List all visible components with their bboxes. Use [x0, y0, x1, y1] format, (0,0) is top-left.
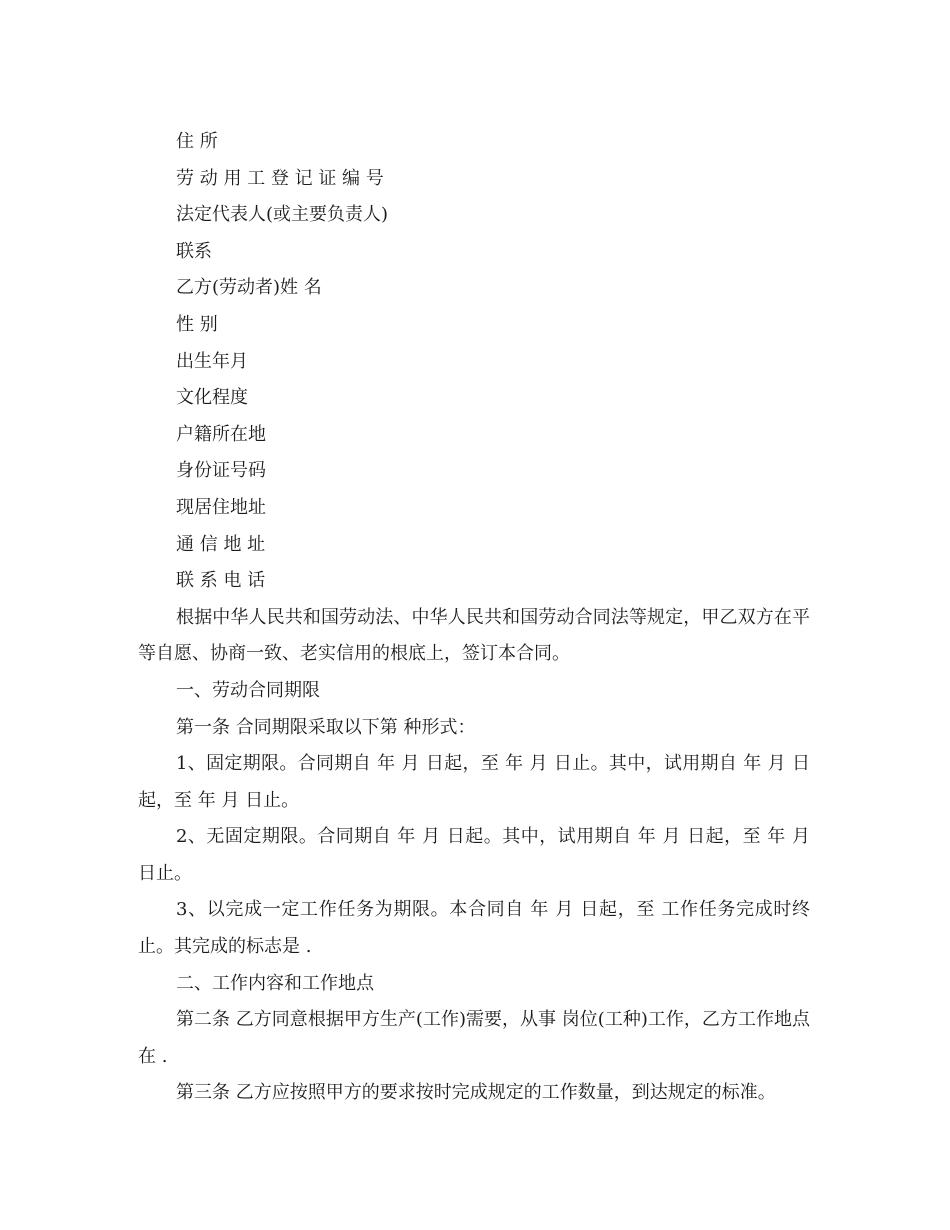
article-1: 第一条 合同期限采取以下第 种形式： [176, 716, 476, 738]
field-contact: 联系 [176, 240, 212, 262]
field-birth-date: 出生年月 [176, 350, 248, 372]
section-heading-work-content: 二、工作内容和工作地点 [176, 972, 374, 994]
article-2: 第二条 乙方同意根据甲方生产(工作)需要，从事 岗位(工种)工作，乙方工作地点在 . [138, 1009, 810, 1067]
field-legal-representative: 法定代表人(或主要负责人) [176, 204, 389, 226]
article-3: 第三条 乙方应按照甲方的要求按时完成规定的工作数量，到达规定的标准。 [176, 1082, 776, 1104]
section-heading-contract-term: 一、劳动合同期限 [176, 679, 320, 701]
term-option-fixed: 1、固定期限。合同期自 年 月 日起，至 年 月 日止。其中，试用期自 年 月 日起，至 年 月 日止。 [138, 753, 810, 811]
term-option-task-based: 3、以完成一定工作任务为期限。本合同自 年 月 日起，至 工作任务完成时终止。其完成的标志是 . [138, 899, 810, 958]
preamble-paragraph: 根据中华人民共和国劳动法、中华人民共和国劳动合同法等规定，甲乙双方在平等自愿、协商一致、老实信用的根底上，签订本合同。 [138, 606, 810, 665]
field-employee-name: 乙方(劳动者)姓 名 [176, 277, 322, 299]
field-address: 住 所 [176, 131, 218, 152]
field-phone: 联 系 电 话 [176, 570, 266, 592]
field-mailing-address: 通 信 地 址 [176, 533, 266, 555]
field-id-number: 身份证号码 [176, 460, 266, 482]
field-education: 文化程度 [176, 387, 248, 409]
term-option-open-ended: 2、无固定期限。合同期自 年 月 日起。其中，试用期自 年 月 日起，至 年 月 日止。 [138, 826, 810, 884]
document-body [138, 124, 810, 1112]
field-registration-number: 劳 动 用 工 登 记 证 编 号 [176, 167, 384, 189]
field-household-registration: 户籍所在地 [176, 423, 266, 445]
field-current-address: 现居住地址 [176, 496, 266, 518]
field-gender: 性 别 [176, 313, 218, 335]
